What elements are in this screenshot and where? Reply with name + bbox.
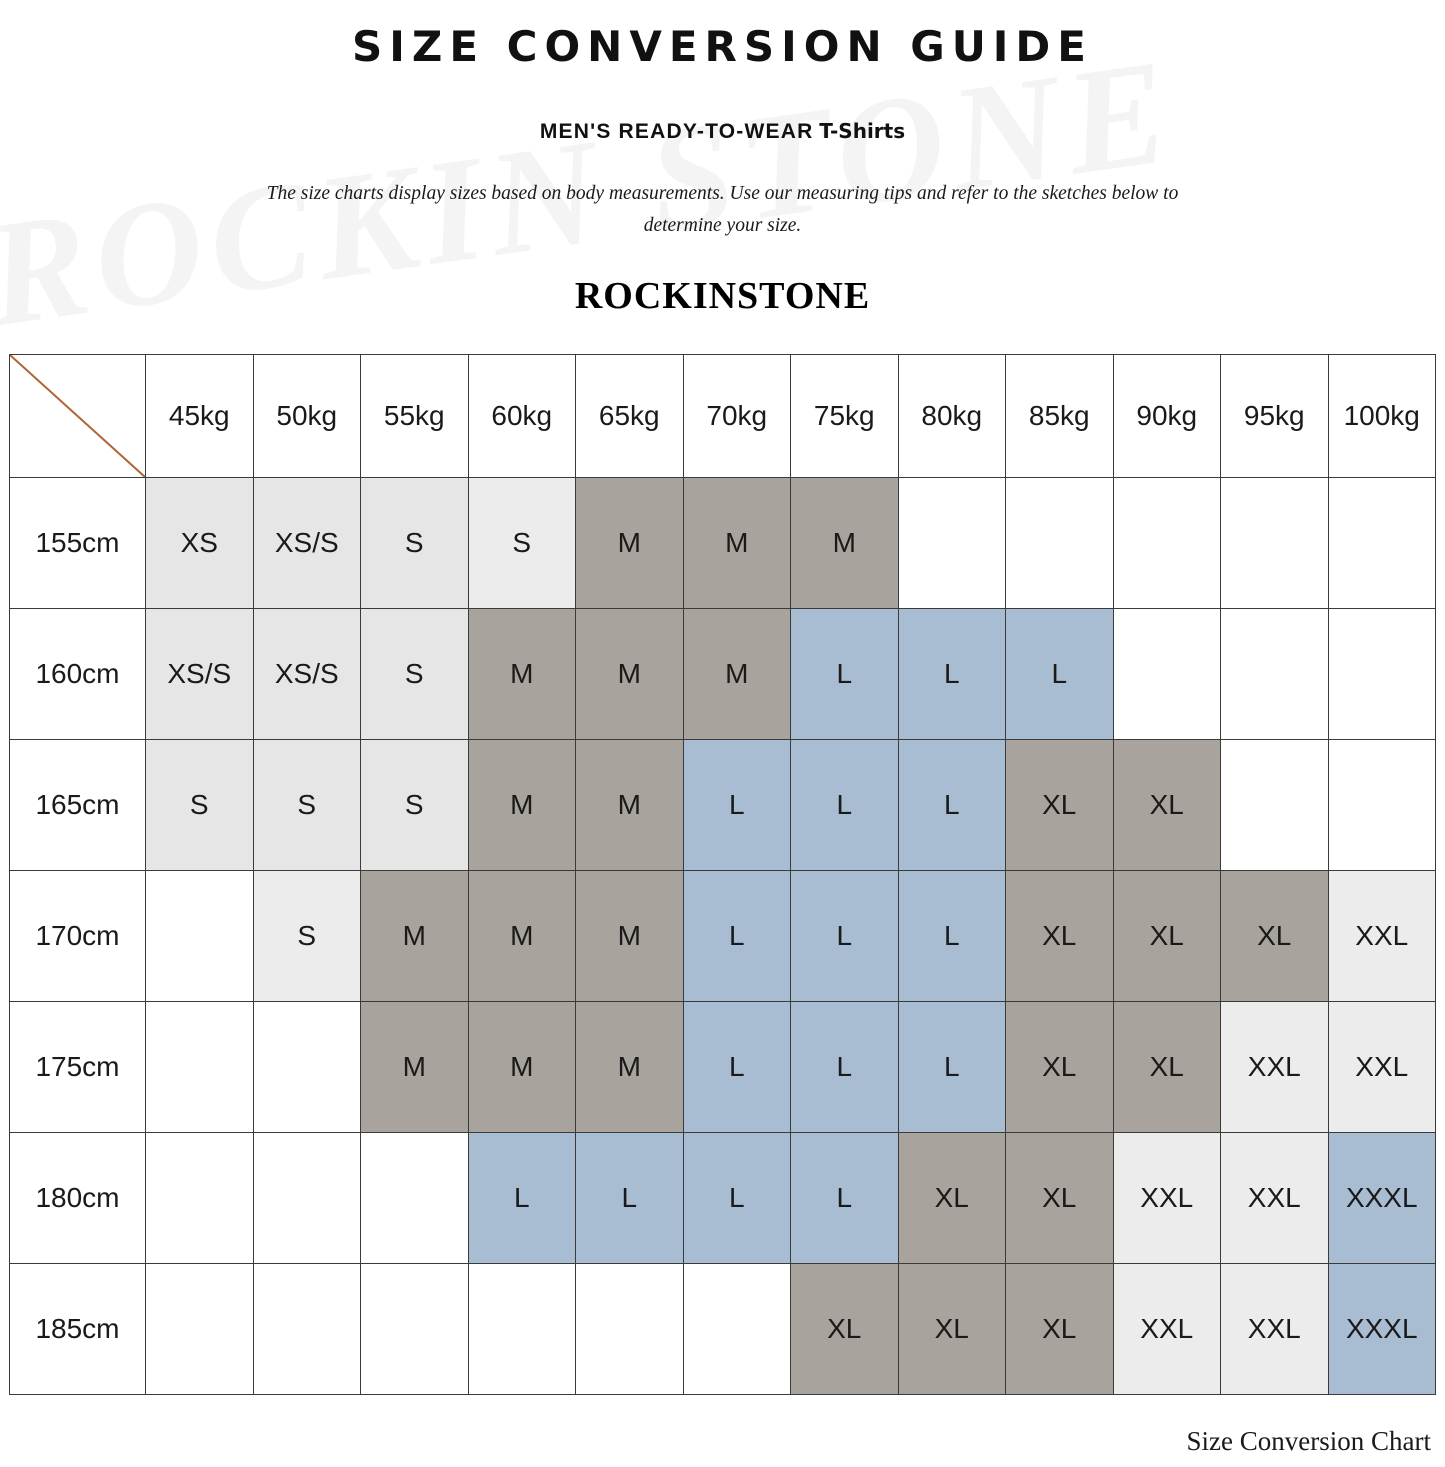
size-cell bbox=[683, 1264, 791, 1395]
size-cell: S bbox=[468, 478, 576, 609]
size-cell: M bbox=[468, 609, 576, 740]
size-cell: XL bbox=[1006, 1133, 1114, 1264]
size-cell bbox=[146, 1002, 254, 1133]
size-cell: L bbox=[898, 740, 1006, 871]
column-header-weight: 60kg bbox=[468, 355, 576, 478]
table-row bbox=[10, 609, 1436, 740]
size-cell: L bbox=[1006, 609, 1114, 740]
size-cell bbox=[146, 1133, 254, 1264]
size-cell bbox=[361, 1133, 469, 1264]
size-guide-page bbox=[0, 22, 1445, 1395]
size-cell: M bbox=[576, 609, 684, 740]
size-cell bbox=[1006, 478, 1114, 609]
size-cell bbox=[146, 871, 254, 1002]
size-cell bbox=[1221, 740, 1329, 871]
size-cell bbox=[468, 1264, 576, 1395]
size-cell: XXL bbox=[1328, 1002, 1436, 1133]
row-header-height: 155cm bbox=[10, 478, 146, 609]
size-cell: L bbox=[468, 1133, 576, 1264]
size-cell: M bbox=[468, 871, 576, 1002]
table-row bbox=[10, 1133, 1436, 1264]
size-cell: XXL bbox=[1328, 871, 1436, 1002]
size-cell bbox=[1113, 478, 1221, 609]
size-cell: M bbox=[576, 478, 684, 609]
size-cell: M bbox=[468, 740, 576, 871]
size-cell: L bbox=[683, 740, 791, 871]
subtitle-category: MEN'S READY-TO-WEAR bbox=[539, 120, 814, 143]
table-row bbox=[10, 740, 1436, 871]
size-cell bbox=[1221, 478, 1329, 609]
size-cell: L bbox=[576, 1133, 684, 1264]
column-header-weight: 55kg bbox=[361, 355, 469, 478]
size-cell: XL bbox=[898, 1264, 1006, 1395]
size-cell: XL bbox=[1113, 871, 1221, 1002]
row-header-height: 170cm bbox=[10, 871, 146, 1002]
column-header-weight: 100kg bbox=[1328, 355, 1436, 478]
size-cell: XXXL bbox=[1328, 1133, 1436, 1264]
size-cell: S bbox=[361, 478, 469, 609]
row-header-height: 165cm bbox=[10, 740, 146, 871]
size-cell: L bbox=[791, 871, 899, 1002]
size-cell: XXL bbox=[1221, 1264, 1329, 1395]
size-cell: XS/S bbox=[253, 609, 361, 740]
size-cell: L bbox=[898, 871, 1006, 1002]
size-cell bbox=[1113, 609, 1221, 740]
size-cell: L bbox=[791, 609, 899, 740]
diagonal-line-icon bbox=[10, 355, 145, 477]
size-cell: L bbox=[683, 1002, 791, 1133]
size-cell: M bbox=[576, 1002, 684, 1133]
size-cell bbox=[898, 478, 1006, 609]
size-cell bbox=[1328, 478, 1436, 609]
table-row bbox=[10, 1264, 1436, 1395]
size-cell: L bbox=[683, 1133, 791, 1264]
size-cell: M bbox=[576, 871, 684, 1002]
size-cell: XXL bbox=[1221, 1133, 1329, 1264]
size-cell: L bbox=[791, 1002, 899, 1133]
size-cell: XL bbox=[1221, 871, 1329, 1002]
size-cell bbox=[253, 1133, 361, 1264]
size-cell bbox=[253, 1264, 361, 1395]
column-header-weight: 75kg bbox=[791, 355, 899, 478]
size-cell: L bbox=[898, 1002, 1006, 1133]
size-cell: XS/S bbox=[146, 609, 254, 740]
size-cell bbox=[361, 1264, 469, 1395]
row-header-height: 160cm bbox=[10, 609, 146, 740]
size-cell bbox=[1221, 609, 1329, 740]
subtitle-item: T-Shirts bbox=[819, 119, 906, 143]
column-header-weight: 85kg bbox=[1006, 355, 1114, 478]
size-cell: M bbox=[791, 478, 899, 609]
page-title: SIZE CONVERSION GUIDE bbox=[352, 22, 1093, 71]
column-header-weight: 70kg bbox=[683, 355, 791, 478]
size-cell: M bbox=[683, 609, 791, 740]
column-header-weight: 80kg bbox=[898, 355, 1006, 478]
size-cell: M bbox=[361, 1002, 469, 1133]
column-header-weight: 90kg bbox=[1113, 355, 1221, 478]
size-cell: XXL bbox=[1113, 1264, 1221, 1395]
row-header-height: 185cm bbox=[10, 1264, 146, 1395]
size-cell bbox=[1328, 740, 1436, 871]
size-cell bbox=[253, 1002, 361, 1133]
size-cell bbox=[146, 1264, 254, 1395]
size-cell: XL bbox=[1006, 871, 1114, 1002]
size-cell: L bbox=[791, 1133, 899, 1264]
size-cell: M bbox=[468, 1002, 576, 1133]
table-row bbox=[10, 871, 1436, 1002]
size-cell: L bbox=[683, 871, 791, 1002]
table-body bbox=[10, 478, 1436, 1395]
size-cell: XL bbox=[1113, 1002, 1221, 1133]
size-cell: S bbox=[361, 609, 469, 740]
size-cell: XXXL bbox=[1328, 1264, 1436, 1395]
size-cell: XXL bbox=[1113, 1133, 1221, 1264]
row-header-height: 175cm bbox=[10, 1002, 146, 1133]
column-header-weight: 45kg bbox=[146, 355, 254, 478]
size-cell: XL bbox=[1006, 1264, 1114, 1395]
size-cell: M bbox=[361, 871, 469, 1002]
size-cell: S bbox=[146, 740, 254, 871]
table-row bbox=[10, 478, 1436, 609]
footer-caption: Size Conversion Chart bbox=[1186, 1426, 1431, 1456]
row-header-height: 180cm bbox=[10, 1133, 146, 1264]
size-cell: XL bbox=[791, 1264, 899, 1395]
column-header-weight: 65kg bbox=[576, 355, 684, 478]
size-cell: S bbox=[361, 740, 469, 871]
brand-name: ROCKINSTONE bbox=[574, 275, 871, 318]
size-cell: XL bbox=[898, 1133, 1006, 1264]
size-cell: XL bbox=[1113, 740, 1221, 871]
size-cell: M bbox=[576, 740, 684, 871]
size-cell bbox=[576, 1264, 684, 1395]
column-header-weight: 50kg bbox=[253, 355, 361, 478]
size-cell: XXL bbox=[1221, 1002, 1329, 1133]
size-cell: XL bbox=[1006, 1002, 1114, 1133]
table-header-row bbox=[10, 355, 1436, 478]
size-conversion-table bbox=[9, 354, 1436, 1395]
size-cell bbox=[1328, 609, 1436, 740]
size-cell: M bbox=[683, 478, 791, 609]
size-cell: L bbox=[791, 740, 899, 871]
size-cell: S bbox=[253, 740, 361, 871]
size-cell: S bbox=[253, 871, 361, 1002]
size-cell: L bbox=[898, 609, 1006, 740]
column-header-weight: 95kg bbox=[1221, 355, 1329, 478]
description-text: The size charts display sizes based on body measurements. Use our measuring tips and refer to the sketches below to determine your size. bbox=[266, 183, 1179, 237]
subtitle bbox=[0, 119, 1445, 144]
size-cell: XL bbox=[1006, 740, 1114, 871]
size-cell: XS bbox=[146, 478, 254, 609]
table-row bbox=[10, 1002, 1436, 1133]
size-cell: XS/S bbox=[253, 478, 361, 609]
corner-diagonal-cell bbox=[10, 355, 146, 478]
